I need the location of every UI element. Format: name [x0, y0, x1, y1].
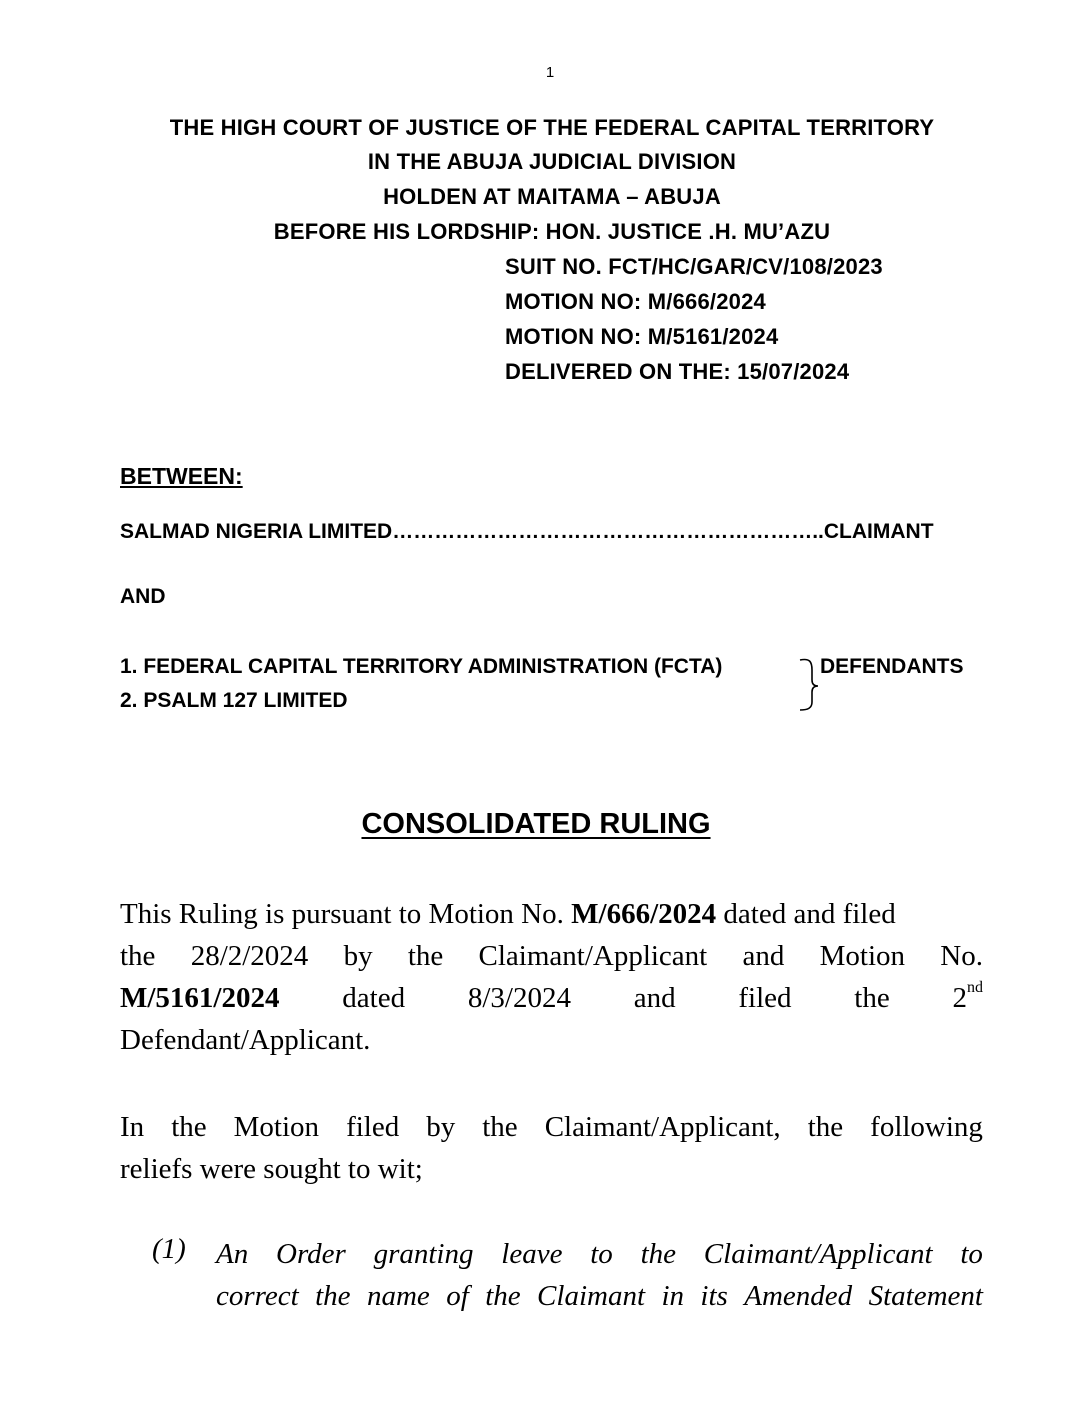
word: to: [590, 1238, 613, 1270]
motion-number-1: MOTION NO: M/666/2024: [505, 289, 766, 314]
word: in: [661, 1280, 684, 1312]
claimant-name: SALMAD NIGERIA LIMITED: [120, 520, 393, 543]
word: name: [366, 1280, 430, 1312]
word: Amended: [744, 1280, 853, 1312]
word: by: [426, 1111, 456, 1143]
paragraph-1-line-3: [120, 977, 983, 1019]
relief-1-text: [216, 1233, 983, 1317]
word: Statement: [868, 1280, 983, 1312]
word: In: [120, 1111, 145, 1143]
holden-at: HOLDEN AT MAITAMA – ABUJA: [383, 184, 721, 209]
defendant-2: 2. PSALM 127 LIMITED: [120, 689, 348, 712]
paragraph-1-line-4: Defendant/Applicant.: [120, 1024, 371, 1056]
defendant-1: 1. FEDERAL CAPITAL TERRITORY ADMINISTRATION (FCTA): [120, 655, 723, 678]
word: Claimant/Applicant,: [544, 1111, 781, 1143]
word: dated: [342, 982, 406, 1014]
and-label: AND: [120, 585, 166, 608]
motion-ref-bold: M/5161/2024: [120, 982, 280, 1014]
ruling-title-text: CONSOLIDATED RULING: [361, 808, 711, 840]
word: the: [485, 1280, 521, 1312]
word: following: [870, 1111, 983, 1143]
relief-number: (1): [152, 1233, 186, 1265]
word: and: [633, 982, 676, 1014]
text-run: dated and filed: [723, 898, 896, 930]
paragraph-1: [120, 893, 983, 1061]
word: to: [960, 1238, 983, 1270]
word: its: [700, 1280, 728, 1312]
before-judge: BEFORE HIS LORDSHIP: HON. JUSTICE .H. MU’AZU: [273, 219, 831, 244]
defendants-brace: [796, 654, 822, 714]
word: An: [216, 1238, 249, 1270]
relief-1-line-1: [216, 1233, 983, 1275]
word: the: [315, 1280, 351, 1312]
word: granting: [373, 1238, 474, 1270]
word: the: [854, 982, 890, 1014]
motion-ref-bold: M/666/2024: [571, 898, 717, 930]
word: No.: [940, 940, 983, 972]
ruling-title: [0, 808, 1072, 841]
defendants-role: DEFENDANTS: [820, 655, 964, 678]
word: Motion: [819, 940, 906, 972]
word: Motion: [233, 1111, 320, 1143]
word: Claimant: [537, 1280, 646, 1312]
word: of: [446, 1280, 469, 1312]
word: filed: [738, 982, 792, 1014]
word: 28/2/2024: [190, 940, 309, 972]
word: the: [120, 940, 156, 972]
page-number: 1: [545, 64, 555, 81]
judicial-division: IN THE ABUJA JUDICIAL DIVISION: [367, 149, 737, 174]
word: by: [343, 940, 373, 972]
word: filed: [346, 1111, 400, 1143]
delivery-date: DELIVERED ON THE: 15/07/2024: [505, 359, 850, 384]
text-run: This Ruling is pursuant to Motion No.: [120, 898, 564, 930]
suit-number: SUIT NO. FCT/HC/GAR/CV/108/2023: [505, 254, 883, 279]
court-name: THE HIGH COURT OF JUSTICE OF THE FEDERAL CAPITAL TERRITORY: [169, 115, 935, 140]
word: correct: [216, 1280, 299, 1312]
paragraph-1-line-1: [120, 893, 983, 935]
word: Claimant/Applicant: [478, 940, 708, 972]
claimant-line: [120, 520, 980, 544]
word: the: [640, 1238, 677, 1270]
word: the: [482, 1111, 518, 1143]
claimant-role: CLAIMANT: [823, 520, 934, 543]
ordinal-suffix: nd: [967, 979, 983, 997]
word: Order: [276, 1238, 346, 1270]
word: the: [171, 1111, 207, 1143]
paragraph-1-line-2: [120, 935, 983, 977]
claimant-leader-dots: ……………………………………………………..: [392, 520, 824, 543]
paragraph-2-line-1: [120, 1106, 983, 1148]
paragraph-2: [120, 1106, 983, 1190]
word: leave: [501, 1238, 563, 1270]
word: 8/3/2024: [467, 982, 571, 1014]
word: Claimant/Applicant: [703, 1238, 933, 1270]
between-label: BETWEEN:: [120, 463, 243, 489]
word: the: [807, 1111, 844, 1143]
word: and: [742, 940, 785, 972]
ordinal-number: 2: [952, 982, 967, 1014]
paragraph-2-line-2: reliefs were sought to wit;: [120, 1153, 423, 1185]
relief-1-line-2: [216, 1275, 983, 1317]
motion-number-2: MOTION NO: M/5161/2024: [505, 324, 779, 349]
ordinal: [953, 977, 984, 1019]
word: the: [407, 940, 444, 972]
